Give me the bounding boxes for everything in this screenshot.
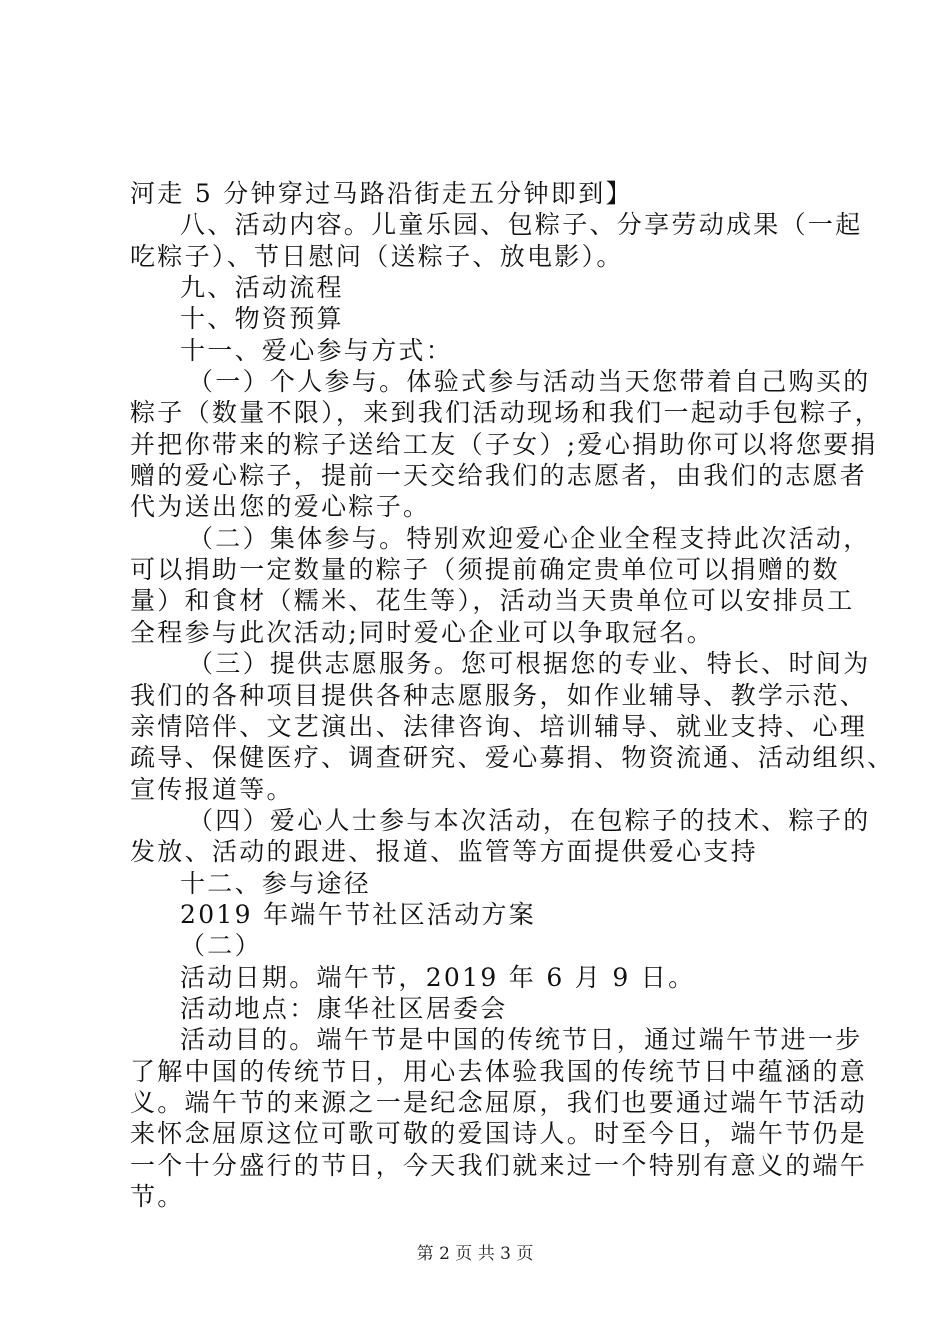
text-line: 宣传报道等。	[130, 774, 294, 804]
text-line: （三）提供志愿服务。您可根据您的专业、特长、时间为	[188, 649, 871, 679]
text-line: 发放、活动的跟进、报道、监管等方面提供爱心支持	[130, 837, 758, 867]
text-line: 我们的各种项目提供各种志愿服务，如作业辅导、教学示范、	[130, 680, 868, 710]
text-line: （二）集体参与。特别欢迎爱心企业全程支持此次活动，	[188, 523, 871, 553]
page-footer: 第 2 页 共 3 页	[416, 1244, 534, 1264]
text-line: 粽子（数量不限），来到我们活动现场和我们一起动手包粽子，	[130, 398, 882, 428]
text-line: 八、活动内容。儿童乐园、包粽子、分享劳动成果（一起	[180, 210, 863, 240]
text-line: 节。	[130, 1182, 185, 1211]
text-line: 代为送出您的爱心粽子。	[130, 492, 431, 522]
document-body	[130, 178, 895, 1212]
text-line: 可以捐助一定数量的粽子（须提前确定贵单位可以捐赠的数	[130, 555, 840, 585]
text-line: 并把你带来的粽子送给工友（子女）;爱心捐助你可以将您要捐	[130, 429, 878, 459]
text-line: 了解中国的传统节日，用心去体验我国的传统节日中蕴涵的意	[130, 1056, 868, 1086]
text-line: 义。端午节的来源之一是纪念屈原，我们也要通过端午节活动	[130, 1087, 868, 1117]
text-line: 十一、爱心参与方式：	[180, 335, 454, 365]
text-line: 九、活动流程	[180, 273, 344, 303]
text-line: 疏导、保健医疗、调查研究、爱心募捐、物资流通、活动组织、	[130, 743, 895, 773]
text-line: 吃粽子）、节日慰问（送粽子、放电影）。	[130, 241, 624, 271]
text-line: 来怀念屈原这位可歌可敬的爱国诗人。时至今日，端午节仍是	[130, 1119, 868, 1149]
text-line: 2019 年端午节社区活动方案	[180, 899, 537, 929]
text-line: 活动地点：康华社区居委会	[180, 993, 508, 1023]
text-line: 河走 5 分钟穿过马路沿街走五分钟即到】	[130, 179, 633, 208]
text-line: 十、物资预算	[180, 304, 344, 334]
text-line: 量）和食材（糯米、花生等），活动当天贵单位可以安排员工	[130, 586, 855, 616]
text-line: 亲情陪伴、文艺演出、法律咨询、培训辅导、就业支持、心理	[130, 711, 868, 741]
text-line: 十二、参与途径	[180, 868, 372, 898]
text-line: 一个十分盛行的节日，今天我们就来过一个特别有意义的端午	[130, 1150, 868, 1180]
text-line: （四）爱心人士参与本次活动，在包粽子的技术、粽子的	[188, 805, 871, 835]
text-line: 全程参与此次活动;同时爱心企业可以争取冠名。	[130, 617, 715, 647]
text-line: 赠的爱心粽子，提前一天交给我们的志愿者，由我们的志愿者	[130, 461, 868, 491]
text-line: （一）个人参与。体验式参与活动当天您带着自己购买的	[188, 367, 871, 397]
text-line: 活动目的。端午节是中国的传统节日，通过端午节进一步	[180, 1025, 863, 1055]
text-line: （二）	[180, 931, 262, 961]
text-line: 活动日期。端午节，2019 年 6 月 9 日。	[180, 962, 696, 992]
